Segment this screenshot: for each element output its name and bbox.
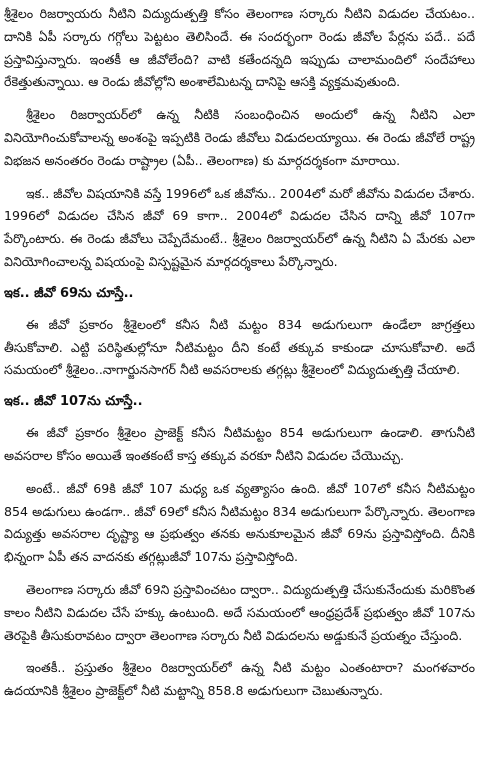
paragraph-go-difference: అంటే.. జీవో 69కి జీవో 107 మధ్య ఒక వ్యత్యాసం ఉంది. జీవో 107లో కనీస నీటిమట్టం 854 అడుగులు ఉండగా.. జీవో 69లో కనీస నీటిమట్టం 834 అడుగులుగా పేర్కొన్నారు. తెలంగాణ విద్యుత్తు అవసరాల దృష్ట్యా ఆ ప్రభుత్వం తనకు అనుకూలమైన జీవో 69ను ప్రస్తావిస్తోంది. దీనికి భిన్నంగా ఏపీ తన వాదనకు తగ్గట్లుజీవో 107ను ప్రస్తావిస్తోంది. xyxy=(4,480,475,565)
paragraph-srisailam-reservoir: శ్రీశైలం రిజర్వాయర్‌లో ఉన్న నీటికి సంబంధించిన అందులో ఉన్న నీటిని ఎలా వినియోగించుకోవాలన్న అంశంపై ఇప్పటికి రెండు జీవోలు విడుదలయ్యాయి. ఈ రెండు జీవోలే రాష్ట్ర విభజన అనంతరం రెండు రాష్ట్రాల (ఏపీ.. తెలంగాణ) కు మార్గదర్శకంగా మారాయి. xyxy=(4,107,475,168)
paragraph-current-level: ఇంతకీ.. ప్రస్తుతం శ్రీశైలం రిజర్వాయర్‌లో ఉన్న నీటి మట్టం ఎంతంటారా? మంగళవారం ఉదయానికి శ్రీశైలం ప్రాజెక్ట్‌లో నీటి మట్టాన్ని 858.8 అడుగులుగా చెబుతున్నారు. xyxy=(4,660,475,699)
paragraph-intro: శ్రీశైలం రిజర్వాయరు నీటిని విద్యుదుత్పత్తి కోసం తెలంగాణ సర్కారు నీటిని విడుదల చేయటం.. దానికి ఏపీ సర్కారు గగ్గోలు పెట్టటం తెలిసిందే. ఈ సందర్భంగా రెండు జీవోల పేర్లను పదే.. పదే ప్రస్తావిస్తున్నారు. ఇంతకీ ఆ జీవోలేంది? వాటి కతేందన్నది ఇప్పుడు చాలామందిలో సందేహాలు రేకెత్తుతున్నాయి. ఆ రెండు జీవోల్లోని అంశాలేమిటన్న దానిపై ఆసక్తి వ్యక్తమవుతుంది. xyxy=(4,6,475,90)
heading-go-69: ఇక.. జీవో 69ను చూస్తే.. xyxy=(4,285,134,301)
paragraph-telangana-stance: తెలంగాణ సర్కారు జీవో 69ని ప్రస్తావించటం ద్వారా.. విద్యుదుత్పత్తి చేసుకునేందుకు మరికొంత కాలం నీటిని విడుదల చేసే హక్కు ఉంటుంది. అదే సమయంలో ఆంధ్రప్రదేశ్ ప్రభుత్వం జీవో 107ను తెరపైకి తీసుకురావటం ద్వారా తెలంగాణ సర్కారు నీటి విడుదలను అడ్డుకునే ప్రయత్నం చేస్తుంది. xyxy=(4,581,475,643)
paragraph-go-107-details: ఈ జీవో ప్రకారం శ్రీశైలం ప్రాజెక్ట్ కనీస నీటిమట్టం 854 అడుగులుగా ఉండాలి. తాగునీటి అవసరాల కోసం అయితే ఇంతకంటే కాస్త తక్కువ వరకూ నీటిని విడుదల చేయొచ్చు. xyxy=(4,425,475,463)
paragraph-go-history: ఇక.. జీవోల విషయానికి వస్తే 1996లో ఒక జీవోను.. 2004లో మరో జీవోను విడుదల చేశారు. 1996లో విడుదల చేసిన జీవో 69 కాగా.. 2004లో విడుదల చేసిన దాన్ని జీవో 107గా పేర్కొంటారు. ఈ రెండు జీవోలు చెప్పేదేమంటే.. శ్రీశైలం రిజర్వాయర్‌లో ఉన్న నీటిని ఏ మేరకు ఎలా వినియోగించాలన్న విషయంపై విస్పష్టమైన మార్గదర్శకాలు పేర్కొన్నారు. xyxy=(4,185,475,269)
heading-go-107: ఇక.. జీవో 107ను చూస్తే.. xyxy=(4,394,143,410)
paragraph-go-69-details: ఈ జీవో ప్రకారం శ్రీశైలంలో కనీస నీటి మట్టం 834 అడుగులుగా ఉండేలా జాగ్రత్తలు తీసుకోవాలి. ఎట్టి పరిస్థితుల్లోనూ నీటిమట్టం దీని కంటే తక్కువ కాకుండా చూసుకోవాలి. అదే సమయంలో శ్రీశైలం..నాగార్జునసాగర్ నీటి అవసరాలకు తగ్గట్లు శ్రీశైలంలో విద్యుదుత్పత్తి చేయాలి. xyxy=(4,316,475,378)
